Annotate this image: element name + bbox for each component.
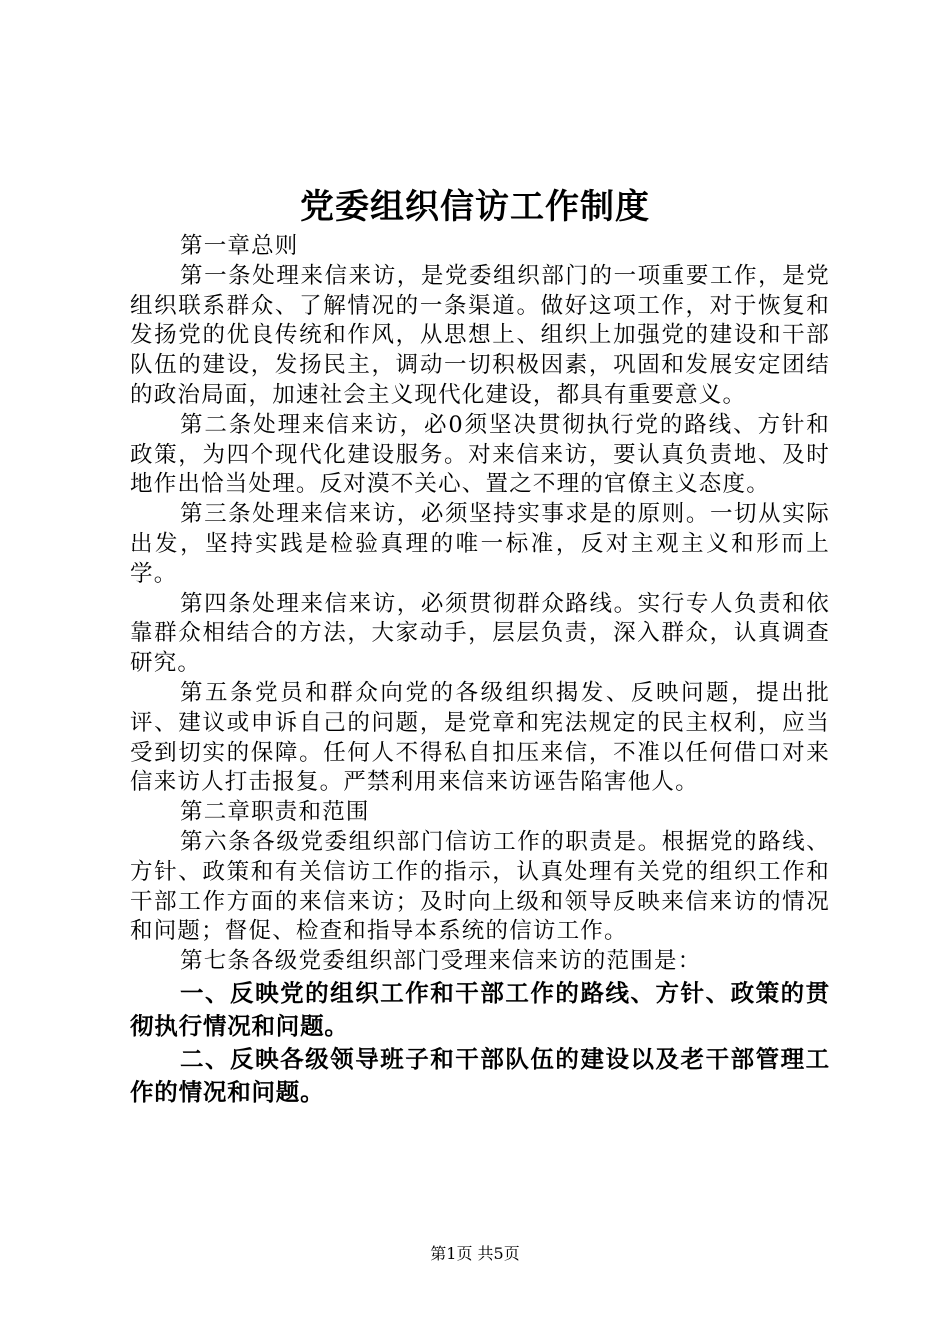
article-paragraph: 第四条处理来信来访，必须贯彻群众路线。实行专人负责和依靠群众相结合的方法，大家动手，层层负责，深入群众，认真调查研究。	[130, 590, 830, 677]
article-paragraph: 第七条各级党委组织部门受理来信来访的范围是：	[180, 948, 702, 975]
article-paragraph: 第五条党员和群众向党的各级组织揭发、反映问题，提出批评、建议或申诉自己的问题，是党章和宪法规定的民主权利，应当受到切实的保障。任何人不得私自扣压来信，不准以任何借口对来信来访人打击报复。严禁利用来信来访诬告陷害他人。	[130, 679, 830, 796]
list-item: 一、反映党的组织工作和干部工作的路线、方针、政策的贯彻执行情况和问题。	[130, 978, 830, 1040]
article-paragraph: 第一条处理来信来访，是党委组织部门的一项重要工作，是党组织联系群众、了解情况的一条渠道。做好这项工作，对于恢复和发扬党的优良传统和作风，从思想上、组织上加强党的建设和干部队伍的建设，发扬民主，调动一切积极因素，巩固和发展安定团结的政治局面，加速社会主义现代化建设，都具有重要意义。	[130, 262, 830, 408]
chapter-heading: 第一章总则	[180, 233, 299, 259]
document-title: 党委组织信访工作制度	[300, 187, 650, 227]
article-paragraph: 第二条处理来信来访，必0须坚决贯彻执行党的路线、方针和政策，为四个现代化建设服务。对来信来访，要认真负责地、及时地作出恰当处理。反对漠不关心、置之不理的官僚主义态度。	[130, 411, 830, 498]
list-item: 二、反映各级领导班子和干部队伍的建设以及老干部管理工作的情况和问题。	[130, 1044, 830, 1106]
article-paragraph: 第三条处理来信来访，必须坚持实事求是的原则。一切从实际出发，坚持实践是检验真理的唯一标准，反对主观主义和形而上学。	[130, 501, 830, 587]
document-body	[130, 232, 830, 1109]
page-footer: 第1页 共5页	[430, 1244, 520, 1263]
chapter-heading: 第二章职责和范围	[180, 799, 370, 826]
article-paragraph: 第六条各级党委组织部门信访工作的职责是。根据党的路线、方针、政策和有关信访工作的指示，认真处理有关党的组织工作和干部工作方面的来信来访；及时向上级和领导反映来信来访的情况和问题；督促、检查和指导本系统的信访工作。	[130, 828, 830, 945]
